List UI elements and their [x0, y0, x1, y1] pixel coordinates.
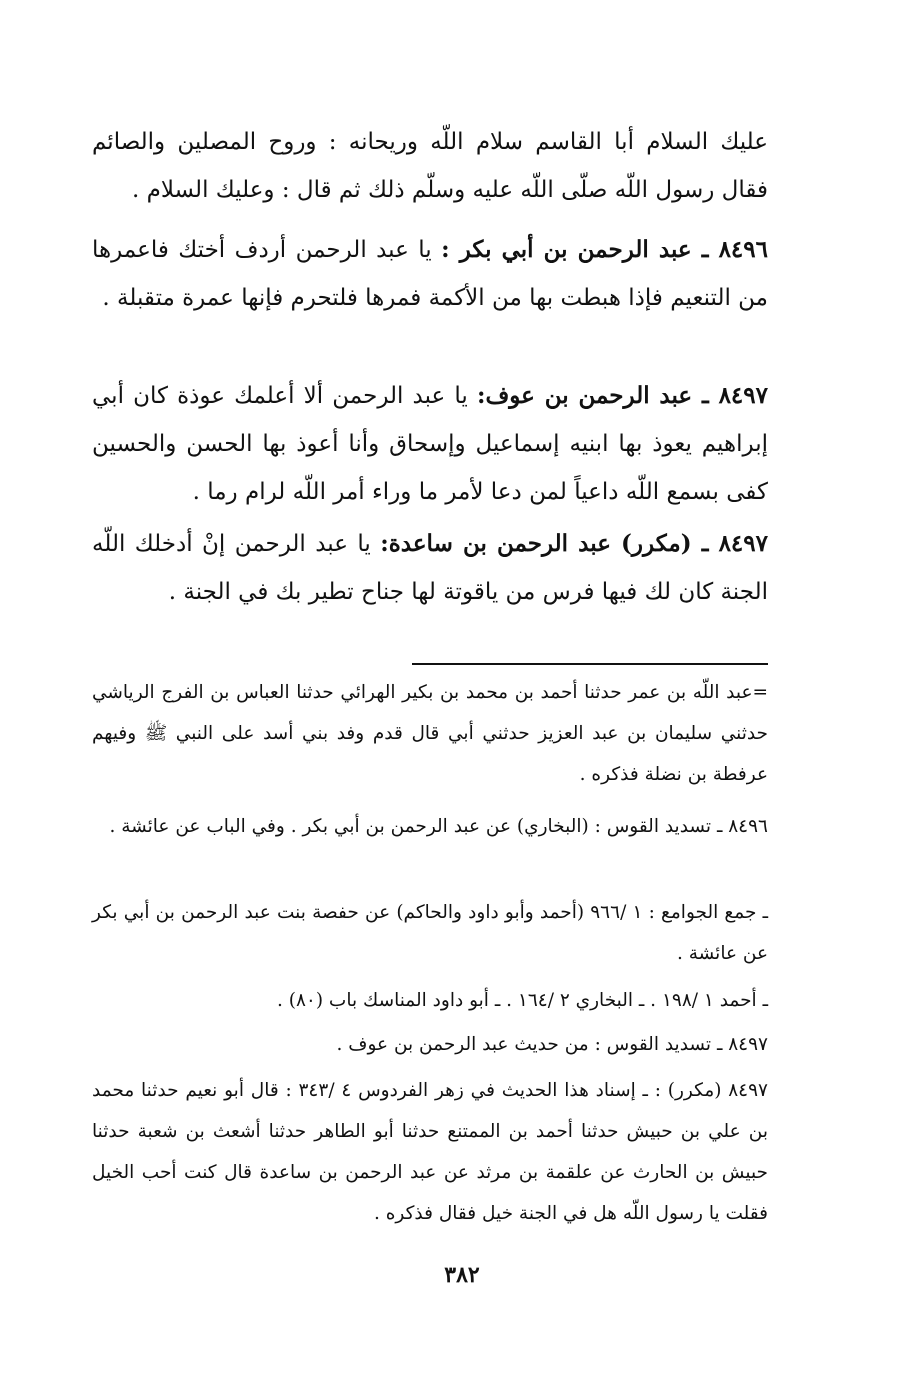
- footnote-isnad-continuation: =عبد اللّه بن عمر حدثنا أحمد بن محمد بن بكير الهرائي حدثنا العباس بن الفرج الرياشي حدثني سليمان بن عبد العزيز حدثني أبي قال قدم وفد بني أسد على النبي ﷺ وفيهم عرفطة بن نضلة فذكره .: [92, 682, 768, 785]
- hadith-8497-repeated: [92, 520, 768, 616]
- hadith-8497: [92, 372, 768, 516]
- page-number: ٣٨٢: [444, 1262, 480, 1288]
- hadith-heading: ٨٤٩٧ ـ (مكرر) عبد الرحمن بن ساعدة:: [380, 530, 768, 557]
- hadith-text: يا عبد الرحمن ألا أعلمك عوذة كان أبي إبراهيم يعوذ بها ابنيه إسماعيل وإسحاق وأنا أعوذ بها الحسن والحسين كفى بسمع اللّه داعياً لمن دعا لأمر ما وراء أمر اللّه لرام رما .: [92, 383, 768, 505]
- hadith-text: يا عبد الرحمن إنْ أدخلك اللّه الجنة كان لك فيها فرس من ياقوتة لها جناح تطير بك في الجنة .: [92, 531, 768, 605]
- footnote-8496-tasdid: ٨٤٩٦ ـ تسديد القوس : (البخاري) عن عبد الرحمن بن أبي بكر . وفي الباب عن عائشة .: [109, 816, 768, 837]
- paragraph-continuation: [92, 118, 768, 214]
- footnote-8497-tasdid: ٨٤٩٧ ـ تسديد القوس : من حديث عبد الرحمن بن عوف .: [336, 1034, 768, 1055]
- footnote-8497-repeated-isnad: ٨٤٩٧ (مكرر) : ـ إسناد هذا الحديث في زهر الفردوس ٤ /٣٤٣ : قال أبو نعيم حدثنا محمد بن علي بن حبيش حدثنا أحمد بن الممتنع حدثنا أبو الطاهر حدثنا أشعث بن شعبة حدثنا حبيش بن الحارث عن علقمة بن مرثد عن عبد الرحمن بن ساعدة قال كنت أحب الخيل فقلت يا رسول اللّه هل في الجنة خيل فقال فذكره .: [92, 1080, 768, 1224]
- footnote-separator: [412, 663, 768, 665]
- hadith-heading: ٨٤٩٧ ـ عبد الرحمن بن عوف:: [476, 382, 768, 409]
- hadith-8496: [92, 226, 768, 322]
- footnote-sources: ـ أحمد ١ /١٩٨ . ـ البخاري ٢ /١٦٤ . ـ أبو داود المناسك باب (٨٠) .: [276, 990, 768, 1011]
- paragraph-text: عليك السلام أبا القاسم سلام اللّه وريحانه : وروح المصلين والصائم فقال رسول اللّه صلّى اللّه عليه وسلّم ذلك ثم قال : وعليك السلام .: [92, 129, 768, 203]
- hadith-text: يا عبد الرحمن أردف أختك فاعمرها من التنعيم فإذا هبطت بها من الأكمة فمرها فلتحرم فإنها عمرة متقبلة .: [92, 237, 768, 311]
- footnote-jam-al-jawami: ـ جمع الجوامع : ١ /٩٦٦ (أحمد وأبو داود والحاكم) عن حفصة بنت عبد الرحمن بن أبي بكر عن عائشة .: [92, 902, 768, 964]
- hadith-heading: ٨٤٩٦ ـ عبد الرحمن بن أبي بكر :: [441, 236, 768, 263]
